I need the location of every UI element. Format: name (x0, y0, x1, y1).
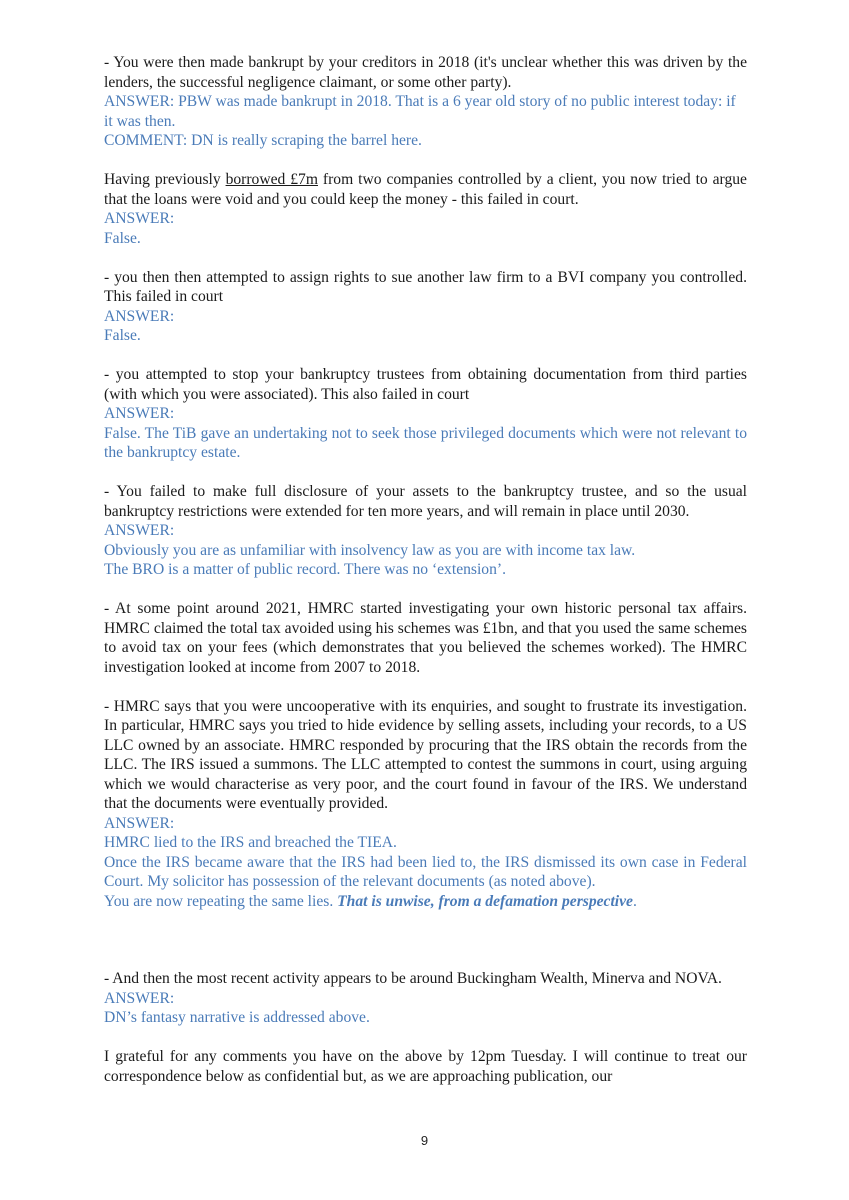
answer-text-line: Once the IRS became aware that the IRS had been lied to, the IRS dismissed its own case in Federal Court. My solicitor has possession of the relevant documents (as noted above). (104, 853, 747, 890)
section-trustee-documents (104, 365, 747, 463)
page-number: 9 (420, 1133, 429, 1148)
answer-text-part: You are now repeating the same lies. (104, 892, 338, 910)
section-hmrc-uncooperative (104, 697, 747, 912)
answer-text: False. (104, 327, 141, 344)
closing-text: I grateful for any comments you have on the above by 12pm Tuesday. I will continue to treat our correspondence below as confidential but, as we are approaching publication, our (104, 1048, 747, 1085)
answer-text: DN’s fantasy narrative is addressed above. (104, 1009, 370, 1026)
question-text (104, 170, 747, 209)
emphasized-warning: That is unwise, from a defamation perspective (337, 892, 633, 910)
answer-label: ANSWER: (104, 405, 175, 422)
section-disclosure-restrictions (104, 482, 747, 580)
answer-label: ANSWER: (104, 814, 175, 832)
question-text: - And then the most recent activity appears to be around Buckingham Wealth, Minerva and NOVA. (104, 970, 722, 987)
answer-label: ANSWER: (104, 522, 175, 539)
section-closing-request (104, 1047, 747, 1086)
answer-text-line (104, 892, 747, 912)
question-text: - you then then attempted to assign rights to sue another law firm to a BVI company you controlled. This failed in court (104, 268, 747, 305)
comment-text: COMMENT: DN is really scraping the barrel here. (104, 132, 422, 149)
question-text-part: Having previously (104, 171, 226, 188)
question-text: - you attempted to stop your bankruptcy trustees from obtaining documentation from third parties (with which you were associated). This also failed in court (104, 366, 747, 403)
question-text: - You were then made bankrupt by your creditors in 2018 (it's unclear whether this was driven by the lenders, the successful negligence claimant, or some other party). (104, 54, 747, 91)
answer-label: ANSWER: (104, 307, 175, 325)
answer-label: ANSWER: (104, 989, 175, 1007)
answer-text: False. The TiB gave an undertaking not to seek those privileged documents which were not relevant to the bankruptcy estate. (104, 424, 747, 461)
section-recent-activity (104, 969, 747, 1028)
question-text: - You failed to make full disclosure of your assets to the bankruptcy trustee, and so the usual bankruptcy restrictions were extended for ten more years, and will remain in place until 2030. (104, 483, 747, 520)
answer-text-line: The BRO is a matter of public record. There was no ‘extension’. (104, 561, 506, 578)
question-text-part: from two companies controlled by a client, you now tried to argue that the loans were void and you could keep the money - this failed in court. (104, 171, 747, 208)
section-bankruptcy-2018 (104, 53, 747, 151)
section-bvi-assignment (104, 268, 747, 346)
answer-text: False. (104, 229, 141, 247)
answer-text: ANSWER: PBW was made bankrupt in 2018. That is a 6 year old story of no public interest today: if it was then. (104, 93, 736, 130)
question-text: - At some point around 2021, HMRC started investigating your own historic personal tax affairs. HMRC claimed the total tax avoided using his schemes was £1bn, and that you used the same schemes to avoid tax on your fees (which demonstrates that you believed the schemes worked). The HMRC investigation looked at income from 2007 to 2018. (104, 600, 747, 676)
section-borrowed-loans (104, 170, 747, 248)
answer-text-part: . (632, 892, 637, 910)
answer-label: ANSWER: (104, 210, 175, 227)
answer-text-line: Obviously you are as unfamiliar with insolvency law as you are with income tax law. (104, 541, 636, 559)
answer-text-line: HMRC lied to the IRS and breached the TIEA. (104, 834, 397, 851)
section-hmrc-investigation (104, 599, 747, 677)
underlined-amount: borrowed £7m (225, 171, 318, 188)
question-text: - HMRC says that you were uncooperative with its enquiries, and sought to frustrate its investigation. In particular, HMRC says you tried to hide evidence by selling assets, including your records, to a US LLC owned by an associate. HMRC responded by procuring that the IRS obtain the records from the LLC. The IRS issued a summons. The LLC attempted to contest the summons in court, using arguing which we would characterise as very poor, and the court found in favour of the IRS. We understand that the documents were eventually provided. (104, 697, 747, 812)
